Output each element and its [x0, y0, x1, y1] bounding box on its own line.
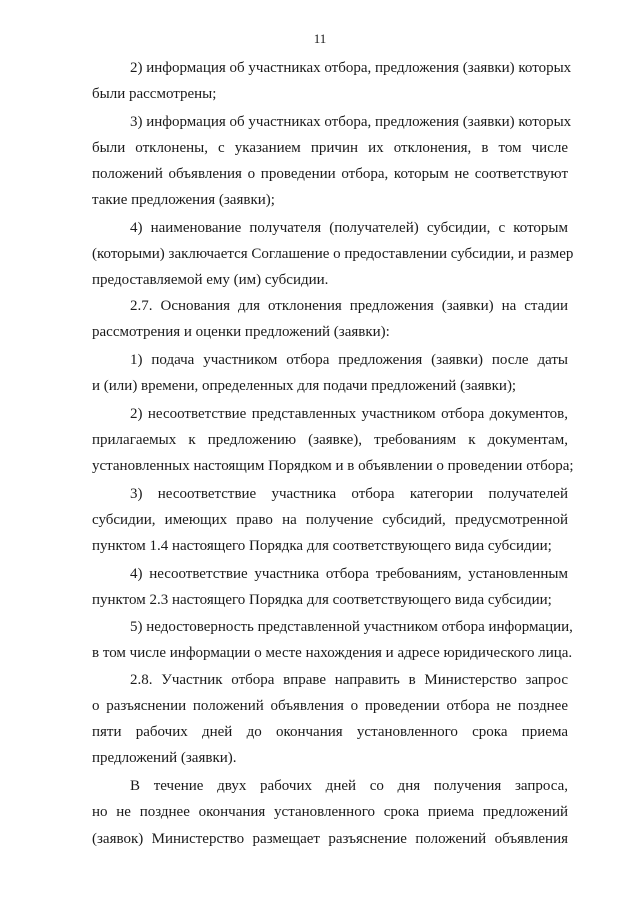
text-line: такие предложения (заявки);	[92, 192, 275, 208]
page-number: 11	[313, 31, 327, 46]
text-line: о разъяснении положений объявления о проведении отбора не позднее	[92, 698, 568, 714]
text-line: пяти рабочих дней до окончания установленного срока приема	[92, 724, 568, 740]
text-line: 2) несоответствие представленных участником отбора документов,	[130, 406, 568, 422]
text-line: были отклонены, с указанием причин их отклонения, в том числе	[92, 140, 568, 156]
text-line: рассмотрения и оценки предложений (заявки):	[92, 324, 390, 340]
text-line: (которыми) заключается Соглашение о предоставлении субсидии, и размер	[92, 246, 574, 262]
text-line: 4) наименование получателя (получателей) субсидии, с которым	[130, 220, 568, 236]
text-line: и (или) времени, определенных для подачи предложений (заявки);	[92, 378, 517, 394]
text-line: 2) информация об участниках отбора, предложения (заявки) которых	[130, 60, 572, 76]
text-line: но не позднее окончания установленного срока приема предложений	[92, 804, 568, 820]
text-line: 3) несоответствие участника отбора категории получателей	[130, 486, 568, 502]
text-line: субсидии, имеющих право на получение субсидий, предусмотренной	[92, 512, 568, 528]
text-line: 2.8. Участник отбора вправе направить в Министерство запрос	[130, 672, 568, 688]
text-line: положений объявления о проведении отбора, которым не соответствуют	[92, 166, 568, 182]
text-line: 5) недостоверность представленной участником отбора информации,	[130, 619, 573, 635]
text-line: пунктом 1.4 настоящего Порядка для соответствующего вида субсидии;	[92, 538, 552, 554]
text-line: пунктом 2.3 настоящего Порядка для соответствующего вида субсидии;	[92, 592, 552, 608]
text-line: 1) подача участником отбора предложения (заявки) после даты	[130, 352, 568, 368]
text-line: установленных настоящим Порядком и в объявлении о проведении отбора;	[92, 458, 574, 474]
text-line: 4) несоответствие участника отбора требованиям, установленным	[130, 566, 568, 582]
text-line: 2.7. Основания для отклонения предложения (заявки) на стадии	[130, 298, 568, 314]
text-line: были рассмотрены;	[92, 86, 217, 102]
text-line: (заявок) Министерство размещает разъяснение положений объявления	[92, 831, 568, 847]
text-line: в том числе информации о месте нахождения и адресе юридического лица.	[92, 645, 573, 661]
text-line: В течение двух рабочих дней со дня получения запроса,	[130, 778, 568, 794]
text-line: 3) информация об участниках отбора, предложения (заявки) которых	[130, 114, 572, 130]
text-line: предоставляемой ему (им) субсидии.	[92, 272, 329, 288]
text-line: прилагаемых к предложению (заявке), требованиям к документам,	[92, 432, 568, 448]
text-line: предложений (заявки).	[92, 750, 237, 766]
